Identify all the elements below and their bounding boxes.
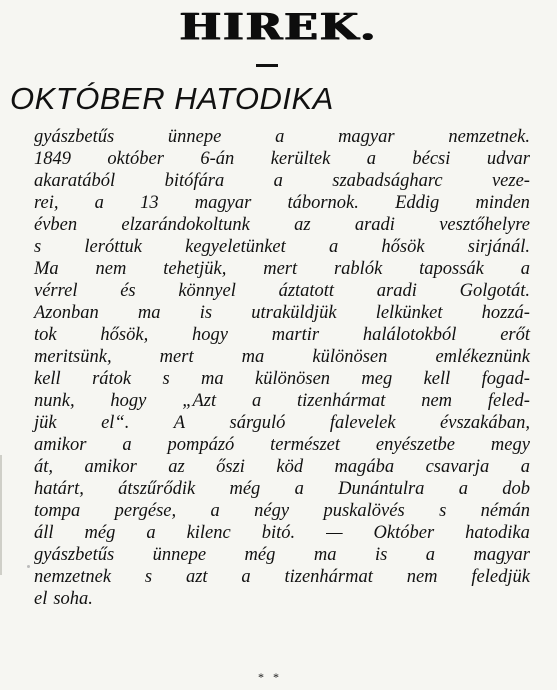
article-word: hősök,	[100, 325, 149, 345]
article-word: gyászbetűs	[34, 545, 115, 565]
article-word: a	[273, 171, 283, 191]
article-word: bitófára	[164, 171, 225, 191]
article-word: őszi	[216, 457, 245, 477]
article-word: tok	[34, 325, 57, 345]
article-word: is	[199, 303, 213, 323]
article-word: dob	[502, 479, 530, 499]
article-word: hősök	[381, 237, 425, 257]
article-word: a	[366, 149, 376, 169]
article-word: erőt	[500, 325, 530, 345]
article-word: nem	[406, 567, 438, 587]
article-body	[34, 126, 530, 610]
article-word: különösen	[312, 347, 388, 367]
article-word: csavarja	[425, 457, 490, 477]
article-word: Golgotát.	[459, 281, 530, 301]
article-word: a	[146, 523, 156, 543]
page-edge-shadow	[0, 455, 2, 575]
article-word: s	[144, 567, 153, 587]
article-line	[34, 456, 530, 478]
article-word: veze-	[491, 171, 530, 191]
article-word: kell	[423, 369, 451, 389]
article-line	[34, 126, 530, 148]
article-word: megy	[490, 435, 530, 455]
article-line	[34, 500, 530, 522]
article-word: Ma	[34, 259, 59, 279]
article-word: tizenhármat	[297, 391, 386, 411]
article-word: még	[244, 545, 276, 565]
article-word: kilenc	[186, 523, 231, 543]
article-word: rátok	[92, 369, 132, 389]
article-word: rei,	[34, 193, 59, 213]
article-word: tapossák	[419, 259, 484, 279]
article-word: és	[120, 281, 136, 301]
article-word: a	[520, 457, 530, 477]
article-line	[34, 148, 530, 170]
article-word: különösen	[255, 369, 331, 389]
article-word: átszűrődik	[118, 479, 196, 499]
article-line	[34, 566, 530, 588]
article-line	[34, 236, 530, 258]
article-word: évszakában,	[440, 413, 530, 433]
article-word: ma	[137, 303, 161, 323]
article-word: magyar	[338, 127, 395, 147]
article-word: hogy	[192, 325, 228, 345]
article-word: 13	[140, 193, 159, 213]
article-line	[34, 522, 530, 544]
article-word: nem	[421, 391, 453, 411]
article-word: áll	[34, 523, 54, 543]
article-word: utraküldjük	[251, 303, 337, 323]
article-word: vérrel	[34, 281, 78, 301]
article-word: a	[425, 545, 435, 565]
article-word: tompa	[34, 501, 81, 521]
article-word: el“.	[101, 413, 130, 433]
article-word: „Azt	[182, 391, 217, 411]
article-word: a	[122, 435, 132, 455]
article-word: nemzetnek.	[448, 127, 530, 147]
article-word: ma	[201, 369, 224, 389]
article-word: fogad-	[481, 369, 530, 389]
article-word: még	[84, 523, 116, 543]
article-word: elzarándokoltunk	[121, 215, 250, 235]
article-word: kell	[34, 369, 61, 389]
article-line	[34, 214, 530, 236]
article-line	[34, 192, 530, 214]
article-word: áztatott	[278, 281, 335, 301]
article-word: martir	[271, 325, 320, 345]
article-word: el	[34, 589, 48, 609]
article-line	[34, 302, 530, 324]
article-word: nunk,	[34, 391, 75, 411]
article-word: át,	[34, 457, 54, 477]
article-word: a	[328, 237, 339, 257]
article-title: OKTÓBER HATODIKA	[10, 81, 334, 116]
article-word: meg	[361, 369, 393, 389]
article-word: meritsünk,	[34, 347, 112, 367]
article-word: szabadságharc	[332, 171, 443, 191]
article-word: mert	[263, 259, 298, 279]
article-line	[34, 258, 530, 280]
article-word: a	[251, 391, 262, 411]
article-word: leróttuk	[84, 237, 142, 257]
article-word: bécsi	[412, 149, 451, 169]
article-line	[34, 280, 530, 302]
article-word: amikor	[84, 457, 137, 477]
article-word: hatodika	[465, 523, 530, 543]
article-word: A	[173, 413, 186, 433]
article-word: 1849	[34, 149, 71, 169]
article-word: a	[210, 501, 220, 521]
article-line	[34, 170, 530, 192]
article-word: 6-án	[200, 149, 235, 169]
article-word: nem	[95, 259, 127, 279]
article-word: enyészetbe	[375, 435, 456, 455]
article-word: Október	[373, 523, 435, 543]
article-word: emlékeznünk	[435, 347, 530, 367]
article-word: mert	[159, 347, 194, 367]
article-word: a	[458, 479, 468, 499]
article-word: a	[275, 127, 285, 147]
article-word: bitó.	[261, 523, 296, 543]
article-word: magába	[334, 457, 395, 477]
article-word: pompázó	[167, 435, 235, 455]
article-word: négy	[254, 501, 290, 521]
article-word: határt,	[34, 479, 84, 499]
article-word: amikor	[34, 435, 87, 455]
article-word: puskalövés	[323, 501, 405, 521]
article-word: hozzá-	[481, 303, 530, 323]
article-word: gyászbetűs	[34, 127, 115, 147]
article-word: ünnepe	[152, 545, 207, 565]
article-word: feled-	[487, 391, 530, 411]
article-word: s	[34, 237, 42, 257]
article-word: sárguló	[229, 413, 286, 433]
article-word: soha.	[53, 589, 93, 609]
article-line	[34, 368, 530, 390]
article-line	[34, 588, 530, 610]
article-word: a	[94, 193, 104, 213]
article-word: lelkünket	[375, 303, 443, 323]
article-word: udvar	[486, 149, 530, 169]
article-word: vesztőhelyre	[439, 215, 530, 235]
article-line	[34, 478, 530, 500]
article-word: Dunántulra	[338, 479, 425, 499]
article-word: október	[107, 149, 164, 169]
article-word: hogy	[110, 391, 147, 411]
article-word: rablók	[333, 259, 383, 279]
article-word: köd	[276, 457, 304, 477]
article-line	[34, 390, 530, 412]
article-word: évben	[34, 215, 78, 235]
article-word: is	[374, 545, 388, 565]
article-line	[34, 412, 530, 434]
article-word: feledjük	[471, 567, 530, 587]
article-word: minden	[475, 193, 530, 213]
end-mark: * *	[258, 670, 282, 684]
article-line	[34, 324, 530, 346]
article-word: tehetjük,	[163, 259, 227, 279]
article-word: magyar	[194, 193, 252, 213]
article-word: a	[241, 567, 251, 587]
masthead-rule	[256, 64, 278, 67]
article-word: ünnepe	[167, 127, 222, 147]
article-word: ma	[241, 347, 265, 367]
article-word: jük	[34, 413, 57, 433]
article-word: könnyel	[178, 281, 236, 301]
article-word: kegyeletünket	[185, 237, 286, 257]
masthead-title: HIREK.	[179, 6, 378, 49]
article-word: Eddig	[395, 193, 440, 213]
article-word: —	[326, 523, 343, 543]
article-word: tizenhármat	[284, 567, 373, 587]
article-word: akaratából	[34, 171, 116, 191]
article-word: az	[168, 457, 185, 477]
article-word: azt	[185, 567, 208, 587]
article-word: falevelek	[329, 413, 396, 433]
article-word: halálotokból	[362, 325, 457, 345]
article-word: némán	[480, 501, 530, 521]
article-line	[34, 346, 530, 368]
article-word: ma	[313, 545, 337, 565]
masthead	[0, 6, 557, 50]
article-word: a	[294, 479, 304, 499]
article-word: a	[520, 259, 530, 279]
article-word: még	[229, 479, 261, 499]
article-word: tábornok.	[287, 193, 359, 213]
article-word: kerültek	[270, 149, 331, 169]
article-word: nemzetnek	[34, 567, 112, 587]
article-word: s	[162, 369, 170, 389]
article-word: aradi	[354, 215, 395, 235]
article-word: s	[439, 501, 447, 521]
margin-speck	[27, 565, 30, 568]
article-word: aradi	[376, 281, 417, 301]
article-line	[34, 544, 530, 566]
article-word: magyar	[473, 545, 530, 565]
article-word: természet	[270, 435, 341, 455]
article-word: sirjánál.	[467, 237, 530, 257]
article-word: az	[294, 215, 311, 235]
article-word: pergése,	[114, 501, 177, 521]
article-word: Azonban	[34, 303, 99, 323]
article-line	[34, 434, 530, 456]
